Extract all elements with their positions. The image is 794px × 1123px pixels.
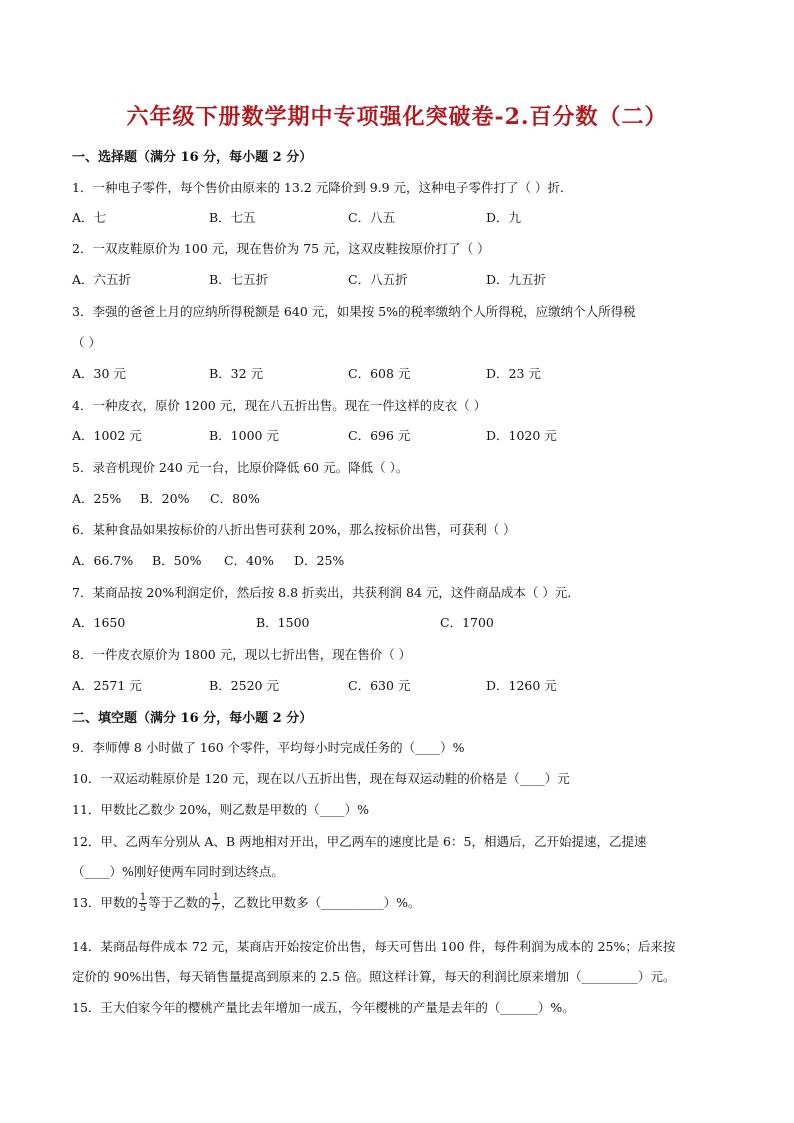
question-10: 10．一双运动鞋原价是 120 元，现在以八五折出售，现在每双运动鞋的价格是（____）元: [72, 771, 570, 786]
question-8: 8．一件皮衣原价为 1800 元，现以七折出售，现在售价（ ）: [72, 647, 412, 662]
fraction-numerator: 1: [139, 892, 147, 903]
option-d: D．1020 元: [486, 428, 557, 443]
question-11: 11．甲数比乙数少 20%，则乙数是甲数的（____）%: [72, 802, 370, 817]
option-b: B．七五: [209, 210, 256, 225]
q13-text-mid: 等于乙数的: [148, 895, 211, 910]
option-b: B．50%: [152, 553, 202, 568]
option-a: A．七: [72, 210, 107, 225]
page-title: 六年级下册数学期中专项强化突破卷-2.百分数（二）: [126, 104, 668, 130]
option-a: A．六五折: [72, 272, 132, 287]
question-2-options: [72, 270, 722, 288]
question-15: 15．王大伯家今年的樱桃产量比去年增加一成五，今年樱桃的产量是去年的（______）%。: [72, 1000, 575, 1015]
question-14-cont: 定价的 90%出售，每天销售量提高到原来的 2.5 倍。照这样计算，每天的利润比原来增加（_________）元。: [72, 969, 676, 984]
question-12-cont: （____）%刚好使两车同时到达终点。: [72, 864, 284, 879]
option-c: C．1700: [440, 615, 494, 630]
question-8-options: [72, 676, 722, 694]
option-a: A．2571 元: [72, 678, 142, 693]
fraction-denominator: 5: [139, 903, 147, 914]
option-c: C．630 元: [348, 678, 411, 693]
fraction-denominator: 7: [212, 903, 220, 914]
q13-text-pre: 13．甲数的: [72, 895, 138, 910]
option-d: D．九: [486, 210, 522, 225]
question-7: 7．某商品按 20%利润定价，然后按 8.8 折卖出，共获利润 84 元，这件商品成本（ ）元．: [72, 585, 580, 600]
option-a: A．1650: [72, 615, 126, 630]
question-9: 9．李师傅 8 小时做了 160 个零件，平均每小时完成任务的（____）%: [72, 740, 465, 755]
option-a: A．30 元: [72, 366, 126, 381]
option-b: B．32 元: [209, 366, 264, 381]
q13-text-post: ，乙数比甲数多（__________）%。: [221, 895, 421, 910]
section-heading-choice: 一、选择题（满分 16 分，每小题 2 分）: [72, 150, 313, 165]
option-a: A．1002 元: [72, 428, 142, 443]
option-d: D．1260 元: [486, 678, 557, 693]
option-c: C．八五: [348, 210, 396, 225]
option-a: A．66.7%: [72, 553, 134, 568]
option-b: B．1000 元: [209, 428, 279, 443]
question-12: 12．甲、乙两车分别从 A、B 两地相对开出，甲乙两车的速度比是 6：5，相遇后，乙开始提速，乙提速: [72, 834, 647, 849]
question-6: 6．某种食品如果按标价的八折出售可获利 20%，那么按标价出售，可获利（ ）: [72, 522, 516, 537]
question-6-options: [72, 551, 722, 569]
option-c: C．696 元: [348, 428, 411, 443]
option-d: D．九五折: [486, 272, 547, 287]
option-b: B．七五折: [209, 272, 269, 287]
question-3-options: [72, 364, 722, 382]
question-5: 5．录音机现价 240 元一台，比原价降低 60 元。降低（ ）。: [72, 460, 409, 475]
question-1-options: [72, 208, 722, 226]
question-13: [72, 893, 421, 914]
question-7-options: [72, 613, 722, 631]
question-3-cont: （ ）: [72, 335, 101, 350]
question-14: 14．某商品每件成本 72 元，某商店开始按定价出售，每天可售出 100 件，每件利润为成本的 25%；后来按: [72, 939, 676, 954]
question-1: 1．一种电子零件，每个售价由原来的 13.2 元降价到 9.9 元，这种电子零件打了（ ）折．: [72, 180, 573, 195]
option-b: B．1500: [256, 615, 310, 630]
option-b: B．2520 元: [209, 678, 279, 693]
option-b: B．20%: [140, 491, 190, 506]
option-a: A．25%: [72, 491, 122, 506]
question-4-options: [72, 426, 722, 444]
fraction-one-seventh: [212, 893, 220, 914]
option-c: C．80%: [210, 491, 260, 506]
option-d: D．23 元: [486, 366, 541, 381]
section-heading-fill: 二、填空题（满分 16 分，每小题 2 分）: [72, 711, 313, 726]
option-d: D．25%: [294, 553, 345, 568]
question-2: 2．一双皮鞋原价为 100 元，现在售价为 75 元，这双皮鞋按原价打了（ ）: [72, 241, 490, 256]
fraction-numerator: 1: [212, 892, 220, 903]
question-5-options: [72, 489, 722, 507]
question-4: 4．一种皮衣，原价 1200 元，现在八五折出售。现在一件这样的皮衣（ ）: [72, 398, 487, 413]
option-c: C．八五折: [348, 272, 408, 287]
fraction-one-fifth: [139, 893, 147, 914]
option-c: C．40%: [224, 553, 274, 568]
question-3: 3．李强的爸爸上月的应纳所得税额是 640 元，如果按 5%的税率缴纳个人所得税，应缴纳个人所得税: [72, 304, 636, 319]
option-c: C．608 元: [348, 366, 411, 381]
